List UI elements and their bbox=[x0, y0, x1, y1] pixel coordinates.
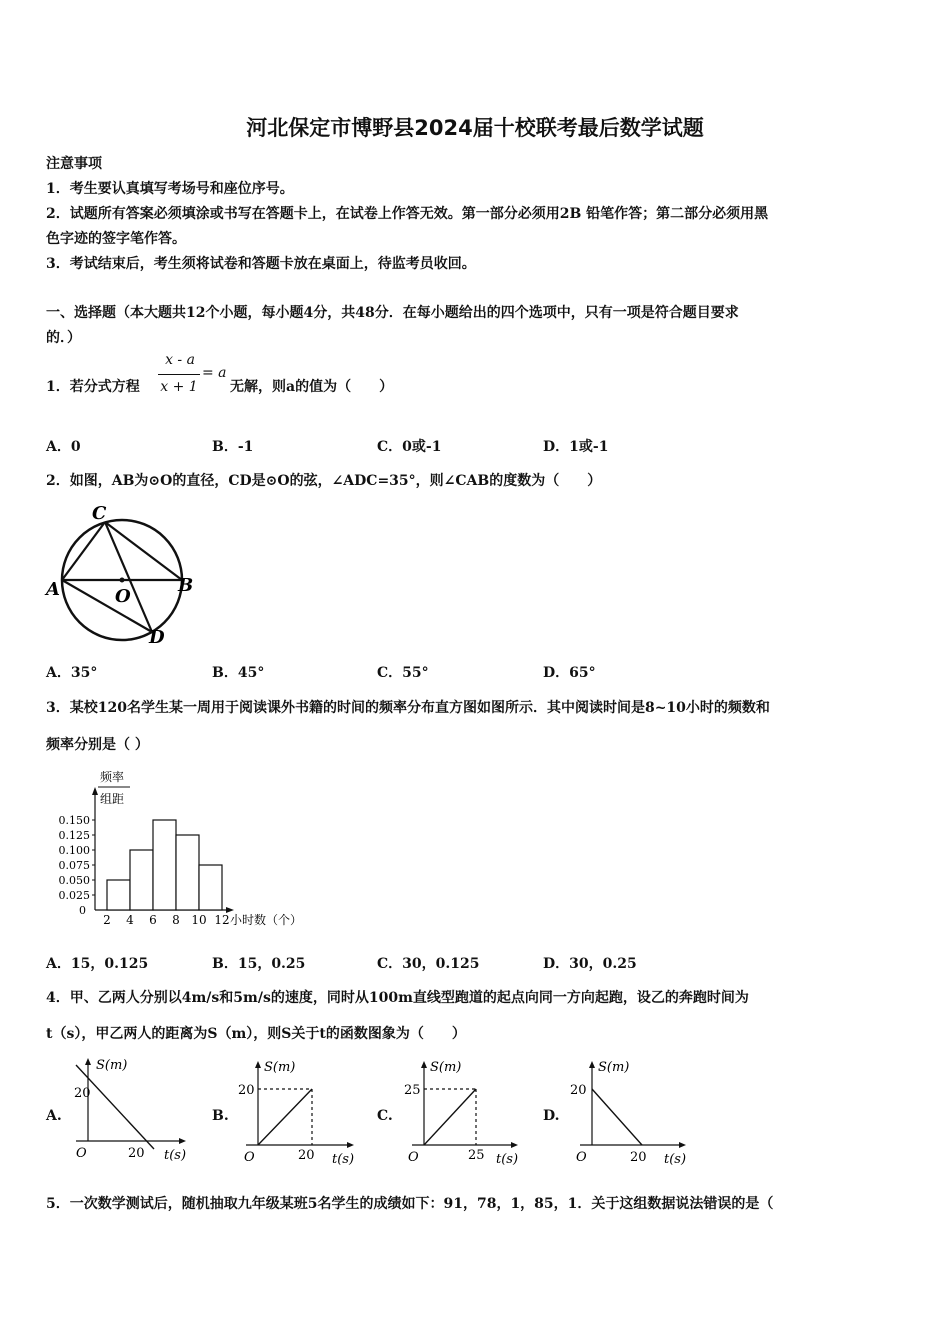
q1-numerator: x - a bbox=[165, 352, 195, 368]
x-tick-label: 10 bbox=[191, 913, 207, 927]
graph-d-y-arrow bbox=[589, 1061, 595, 1068]
x-tick-label: 8 bbox=[172, 913, 180, 927]
histogram-bar-6-8 bbox=[153, 820, 176, 910]
label-o: O bbox=[115, 586, 131, 607]
q1-denominator: x + 1 bbox=[160, 379, 198, 395]
q1-fraction-bar bbox=[158, 374, 200, 375]
histogram-bar-2-4 bbox=[107, 880, 130, 910]
x-tick-label: 4 bbox=[126, 913, 134, 927]
notice-item-3: 3．考试结束后，考生须将试卷和答题卡放在桌面上，待监考员收回。 bbox=[46, 256, 476, 272]
q2-option-a: A．35° bbox=[46, 665, 98, 681]
graph-b-ylabel: S(m) bbox=[264, 1060, 296, 1075]
histogram-bar-4-6 bbox=[130, 850, 153, 910]
section-heading-line1: 一、选择题（本大题共12个小题，每小题4分，共48分．在每小题给出的四个选项中，只有一项是符合题目要求 bbox=[46, 305, 739, 321]
q4-option-c-letter: C. bbox=[377, 1108, 393, 1124]
graph-d-x-arrow bbox=[679, 1142, 686, 1148]
graph-b-x-arrow bbox=[347, 1142, 354, 1148]
q1-option-a: A．0 bbox=[46, 439, 81, 455]
q4-graph-c bbox=[400, 1055, 524, 1170]
graph-b-xtick: 20 bbox=[298, 1148, 315, 1163]
graph-a-ylabel: S(m) bbox=[96, 1058, 128, 1073]
notice-item-1: 1．考生要认真填写考场号和座位序号。 bbox=[46, 181, 294, 197]
graph-b-xlabel: t(s) bbox=[332, 1152, 355, 1167]
x-tick-label: 6 bbox=[149, 913, 157, 927]
graph-d-xtick: 20 bbox=[630, 1150, 647, 1165]
graph-c-line bbox=[424, 1089, 476, 1145]
label-c: C bbox=[92, 505, 107, 524]
graph-d-ytick: 20 bbox=[570, 1083, 587, 1098]
q3-line1: 3．某校120名学生某一周用于阅读课外书籍的时间的频率分布直方图如图所示．其中阅读时间是8~10小时的频数和 bbox=[46, 700, 770, 716]
graph-c-ytick: 25 bbox=[404, 1083, 421, 1098]
ylabel-top: 频率 bbox=[100, 770, 125, 784]
q1-option-d: D．1或-1 bbox=[543, 439, 609, 455]
q3-option-b: B．15，0.25 bbox=[212, 956, 306, 972]
q2-stem: 2．如图，AB为⊙O的直径，CD是⊙O的弦，∠ADC=35°，则∠CAB的度数为（ ） bbox=[46, 473, 602, 489]
graph-a-xtick: 20 bbox=[128, 1146, 145, 1161]
graph-a-ytick: 20 bbox=[74, 1086, 91, 1101]
xlabel: 小时数（个） bbox=[230, 913, 303, 927]
center-point bbox=[120, 578, 125, 583]
notice-item-2: 2．试题所有答案必须填涂或书写在答题卡上，在试卷上作答无效。第一部分必须用2B 铅笔作答；第二部分必须用黑 bbox=[46, 206, 769, 222]
y-tick-label: 0.050 bbox=[58, 874, 90, 887]
q4-option-a-letter: A. bbox=[46, 1108, 62, 1124]
page-title: 河北保定市博野县2024届十校联考最后数学试题 bbox=[246, 116, 704, 140]
graph-c-xtick: 25 bbox=[468, 1148, 485, 1163]
q2-option-d: D．65° bbox=[543, 665, 596, 681]
graph-a-origin: O bbox=[76, 1146, 87, 1161]
x-tick-label: 12 bbox=[214, 913, 230, 927]
graph-c-x-arrow bbox=[511, 1142, 518, 1148]
graph-b-origin: O bbox=[244, 1150, 255, 1165]
q3-option-c: C．30，0.125 bbox=[377, 956, 480, 972]
q1-equals: = a bbox=[202, 365, 227, 381]
q3-line2: 频率分别是（ ） bbox=[46, 737, 149, 753]
q3-option-d: D．30，0.25 bbox=[543, 956, 637, 972]
graph-b-ytick: 20 bbox=[238, 1083, 255, 1098]
graph-d-xlabel: t(s) bbox=[664, 1152, 687, 1167]
q4-graph-d bbox=[568, 1055, 692, 1170]
q1-prefix: 1．若分式方程 bbox=[46, 379, 140, 395]
ylabel-bottom: 组距 bbox=[100, 792, 125, 806]
q4-line1: 4．甲、乙两人分别以4m/s和5m/s的速度，同时从100m直线型跑道的起点向同一方向起跑，设乙的奔跑时间为 bbox=[46, 990, 749, 1006]
q5-stem: 5．一次数学测试后，随机抽取九年级某班5名学生的成绩如下：91，78，1，85，1．关于这组数据说法错误的是（ bbox=[46, 1196, 774, 1212]
q2-option-c: C．55° bbox=[377, 665, 429, 681]
q4-option-b-letter: B. bbox=[212, 1108, 229, 1124]
label-a: A bbox=[46, 579, 60, 600]
graph-d-ylabel: S(m) bbox=[598, 1060, 630, 1075]
q4-option-d-letter: D. bbox=[543, 1108, 560, 1124]
label-b: B bbox=[178, 575, 194, 596]
origin-label: 0 bbox=[79, 904, 86, 917]
y-tick-label: 0.025 bbox=[58, 889, 90, 902]
histogram-bar-10-12 bbox=[199, 865, 222, 910]
histogram-bar-8-10 bbox=[176, 835, 199, 910]
circle-diagram bbox=[40, 505, 210, 650]
section-heading-line2: 的．） bbox=[46, 330, 81, 346]
graph-d-line bbox=[592, 1089, 642, 1145]
q2-option-b: B．45° bbox=[212, 665, 265, 681]
x-tick-label: 2 bbox=[103, 913, 111, 927]
graph-c-ylabel: S(m) bbox=[430, 1060, 462, 1075]
q4-graph-a bbox=[72, 1055, 192, 1170]
histogram-chart bbox=[40, 765, 330, 940]
graph-a-x-arrow bbox=[179, 1138, 186, 1144]
graph-b-line bbox=[258, 1089, 312, 1145]
q4-line2: t（s），甲乙两人的距离为S（m），则S关于t的函数图象为（ ） bbox=[46, 1026, 466, 1042]
graph-d-origin: O bbox=[576, 1150, 587, 1165]
graph-a-xlabel: t(s) bbox=[164, 1148, 187, 1163]
y-tick-label: 0.125 bbox=[58, 829, 90, 842]
q1-suffix: 无解，则a的值为（ ） bbox=[230, 379, 394, 395]
chord-ad bbox=[62, 580, 152, 632]
q3-option-a: A．15，0.125 bbox=[46, 956, 149, 972]
notice-item-2-cont: 色字迹的签字笔作答。 bbox=[46, 231, 186, 247]
y-tick-label: 0.075 bbox=[58, 859, 90, 872]
q1-option-c: C．0或-1 bbox=[377, 439, 442, 455]
graph-b-y-arrow bbox=[255, 1061, 261, 1068]
y-axis-arrow bbox=[92, 787, 98, 795]
notice-heading: 注意事项 bbox=[46, 156, 102, 172]
graph-c-origin: O bbox=[408, 1150, 419, 1165]
y-tick-label: 0.150 bbox=[58, 814, 90, 827]
q4-graph-b bbox=[236, 1055, 360, 1170]
graph-a-y-arrow bbox=[85, 1058, 91, 1065]
y-tick-label: 0.100 bbox=[58, 844, 90, 857]
q1-option-b: B．-1 bbox=[212, 439, 254, 455]
label-d: D bbox=[149, 627, 165, 648]
graph-c-xlabel: t(s) bbox=[496, 1152, 519, 1167]
graph-c-y-arrow bbox=[421, 1061, 427, 1068]
